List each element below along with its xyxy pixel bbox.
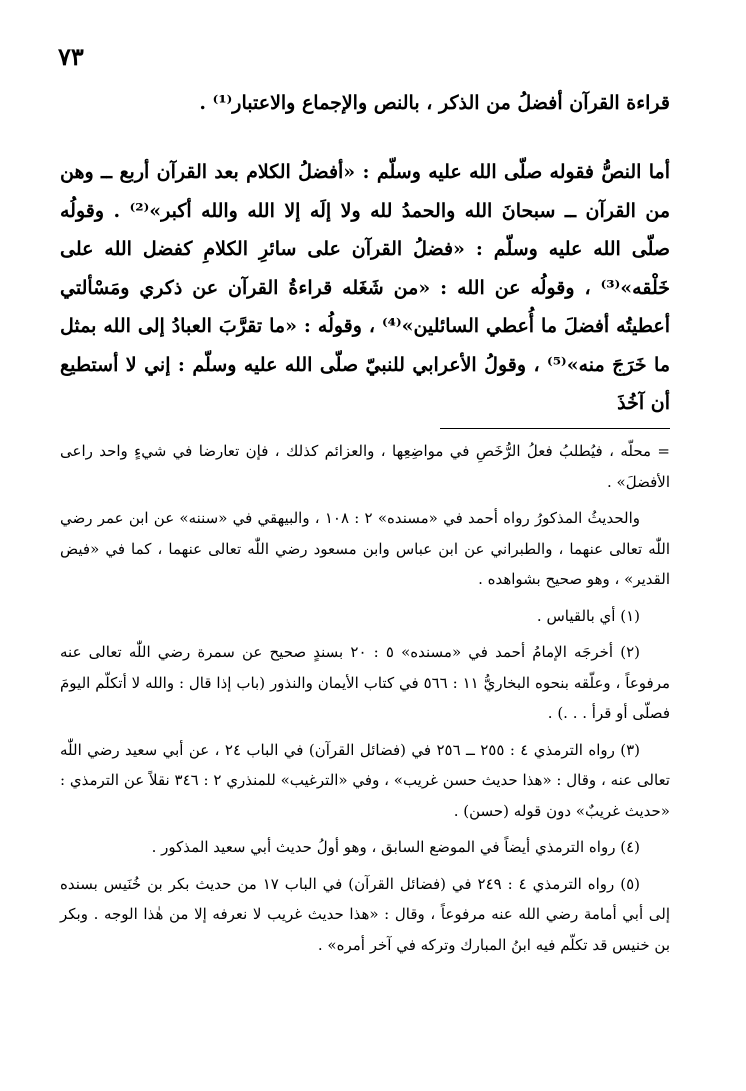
page-number: ٧٣ [58, 42, 84, 71]
opening-line: قراءة القرآن أفضلُ من الذكر ، بالنص والإجماع والاعتبار⁽¹⁾ . [199, 92, 670, 114]
main-paragraph: أما النصُّ فقوله صلّى الله عليه وسلّم : «أفضلُ الكلام بعد القرآن أربع ــ وهن من القرآن ــ سبحانَ الله والحمدُ لله ولا إلَه إلا الله والله أكبر»⁽²⁾ . وقولُه صلّى الله عليه وسلّم : «فضلُ القرآن على سائرِ الكلامِ كفضل الله على خَلْقه»⁽³⁾ ، وقولُه عن الله : «من شَغَله قراءةُ القرآن عن ذكري ومَسْألتي أعطيتُه أفضلَ ما أُعطي السائلين»⁽⁴⁾ ، وقولُه : «ما تقرَّبَ العبادُ إلى الله بمثل ما خَرَجَ منه»⁽⁵⁾ ، وقولُ الأعرابي للنبيّ صلّى الله عليه وسلّم : إني لا أستطيع أن آخُذَ [60, 161, 671, 414]
footnote-1: (١) أي بالقياس . [536, 606, 640, 625]
footnote-hadith-note: والحديثُ المذكورُ رواه أحمد في «مسنده» ٢ : ١٠٨ ، والبيهقي في «سننه» عن ابن عمر رضي اللّٰه تعالى عنهما ، والطبراني عن ابن عباس وابن مسعود رضي اللّٰه تعالى عنهما ، كما في «فيض القدير» ، وهو صحيح بشواهده . [60, 509, 670, 588]
footnote-divider [440, 428, 670, 429]
footnote-5: (٥) رواه الترمذي ٤ : ٢٤٩ في (فضائل القرآن) في الباب ١٧ من حديث بكر بن خُنَيس بسنده إلى أبي أمامة رضي الله عنه مرفوعاً ، وقال : «هذا حديث غريب لا نعرفه إلا من هٰذا الوجه . وبكر بن خنيس قد تكلّم فيه ابنُ المبارك وتركه في آخر أمره» . [60, 874, 670, 954]
footnote-4: (٤) رواه الترمذي أيضاً في الموضع السابق ، وهو أولُ حديث أبي سعيد المذكور . [151, 838, 640, 856]
footnote-continuation: = محلّه ، فيُطلبُ فعلُ الرُّخَصِ في مواضِعِها ، والعزائم كذلك ، فإن تعارضا في شيءٍ واحد راعى الأفضلَ» . [60, 442, 670, 491]
footnote-3: (٣) رواه الترمذي ٤ : ٢٥٥ ــ ٢٥٦ في (فضائل القرآن) في الباب ٢٤ ، عن أبي سعيد رضي اللّٰه تعالى عنه ، وقال : «هذا حديث حسن غريب» ، وفي «الترغيب» للمنذري ٢ : ٣٤٦ نقلاً عن الترمذي : «حديث غريبٌ» دون قوله (حسن) . [60, 740, 670, 820]
footnote-2: (٢) أخرجَه الإمامُ أحمد في «مسنده» ٥ : ٢٠ بسندٍ صحيح عن سمرة رضي اللّٰه تعالى عنه مرفوعاً ، وعلّقه بنحوه البخاريُّ ١١ : ٥٦٦ في كتاب الأيمان والنذور (باب إذا قال : والله لا أتكلّم اليومَ فصلّى أو قرأ . . .) . [60, 643, 671, 722]
footnotes-section [60, 436, 670, 960]
